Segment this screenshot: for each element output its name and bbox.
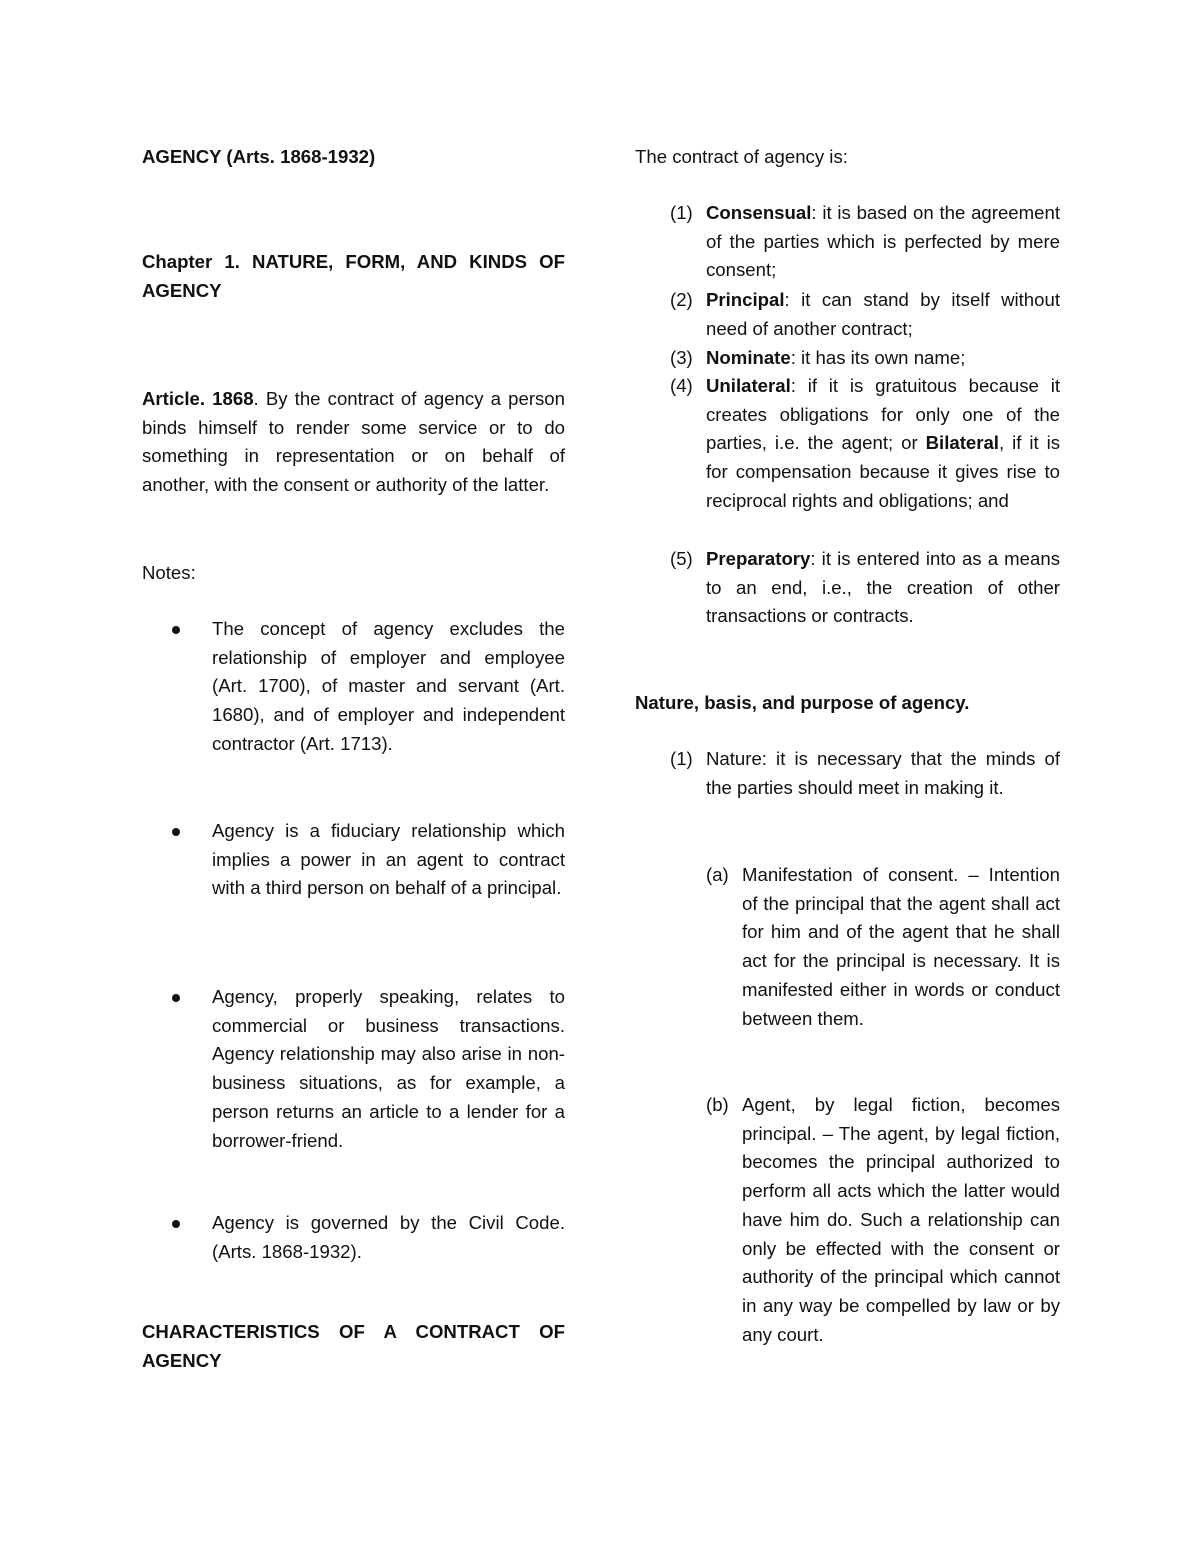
notes-label: Notes: [142, 562, 196, 583]
bullet-icon [172, 828, 180, 836]
list-item: Nominate: it has its own name; [706, 347, 966, 368]
sub-label: (a) [706, 864, 729, 885]
item-number: (4) [670, 375, 693, 396]
item-number: (5) [670, 548, 693, 569]
sub-label: (b) [706, 1094, 729, 1115]
sub-item: Manifestation of consent. – Intention of the principal that the agent shall act for him and of the agent that he shall act for the principal is necessary. It is manifested either in words or conduct between them. [742, 864, 1060, 1029]
document-title: AGENCY (Arts. 1868-1932) [142, 146, 376, 167]
item-number: (3) [670, 347, 693, 368]
characteristics-heading: CHARACTERISTICS OF A CONTRACT OF AGENCY [142, 1321, 565, 1371]
bullet-icon [172, 1220, 180, 1228]
article-1868: Article. 1868. By the contract of agency a person binds himself to render some service or to do something in representation or on behalf of another, with the consent or authority of the latter. [142, 388, 565, 496]
note-item: Agency is governed by the Civil Code. (Arts. 1868-1932). [212, 1212, 565, 1262]
note-item: The concept of agency excludes the relationship of employer and employee (Art. 1700), of master and servant (Art. 1680), and of employer and independent contractor (Art. 1713). [212, 618, 565, 754]
nature-item: Nature: it is necessary that the minds of the parties should meet in making it. [706, 748, 1060, 798]
note-item: Agency is a fiduciary relationship which implies a power in an agent to contract with a third person on behalf of a principal. [212, 820, 565, 899]
item-number: (1) [670, 748, 693, 769]
item-number: (1) [670, 202, 693, 223]
chapter-heading: Chapter 1. NATURE, FORM, AND KINDS OF AGENCY [142, 251, 565, 301]
contract-intro: The contract of agency is: [635, 146, 848, 167]
nature-heading: Nature, basis, and purpose of agency. [635, 692, 970, 713]
list-item: Principal: it can stand by itself without need of another contract; [706, 289, 1060, 339]
item-number: (2) [670, 289, 693, 310]
list-item: Unilateral: if it is gratuitous because it creates obligations for only one of the parties, i.e. the agent; or Bilateral, if it is for compensation because it gives rise to reciprocal rights and obligations; and [706, 375, 1061, 511]
note-item: Agency, properly speaking, relates to commercial or business transactions. Agency relationship may also arise in non-business situations, as for example, a person returns an article to a lender for a borrower-friend. [212, 986, 565, 1151]
sub-item: Agent, by legal fiction, becomes principal. – The agent, by legal fiction, becomes the principal authorized to perform all acts which the latter would have him do. Such a relationship can only be effected with the consent or authority of the principal which cannot in any way be compelled by law or by any court. [742, 1094, 1060, 1345]
bullet-icon [172, 626, 180, 634]
list-item: Preparatory: it is entered into as a means to an end, i.e., the creation of other transactions or contracts. [706, 548, 1060, 627]
list-item: Consensual: it is based on the agreement of the parties which is perfected by mere consent; [706, 202, 1060, 281]
bullet-icon [172, 994, 180, 1002]
